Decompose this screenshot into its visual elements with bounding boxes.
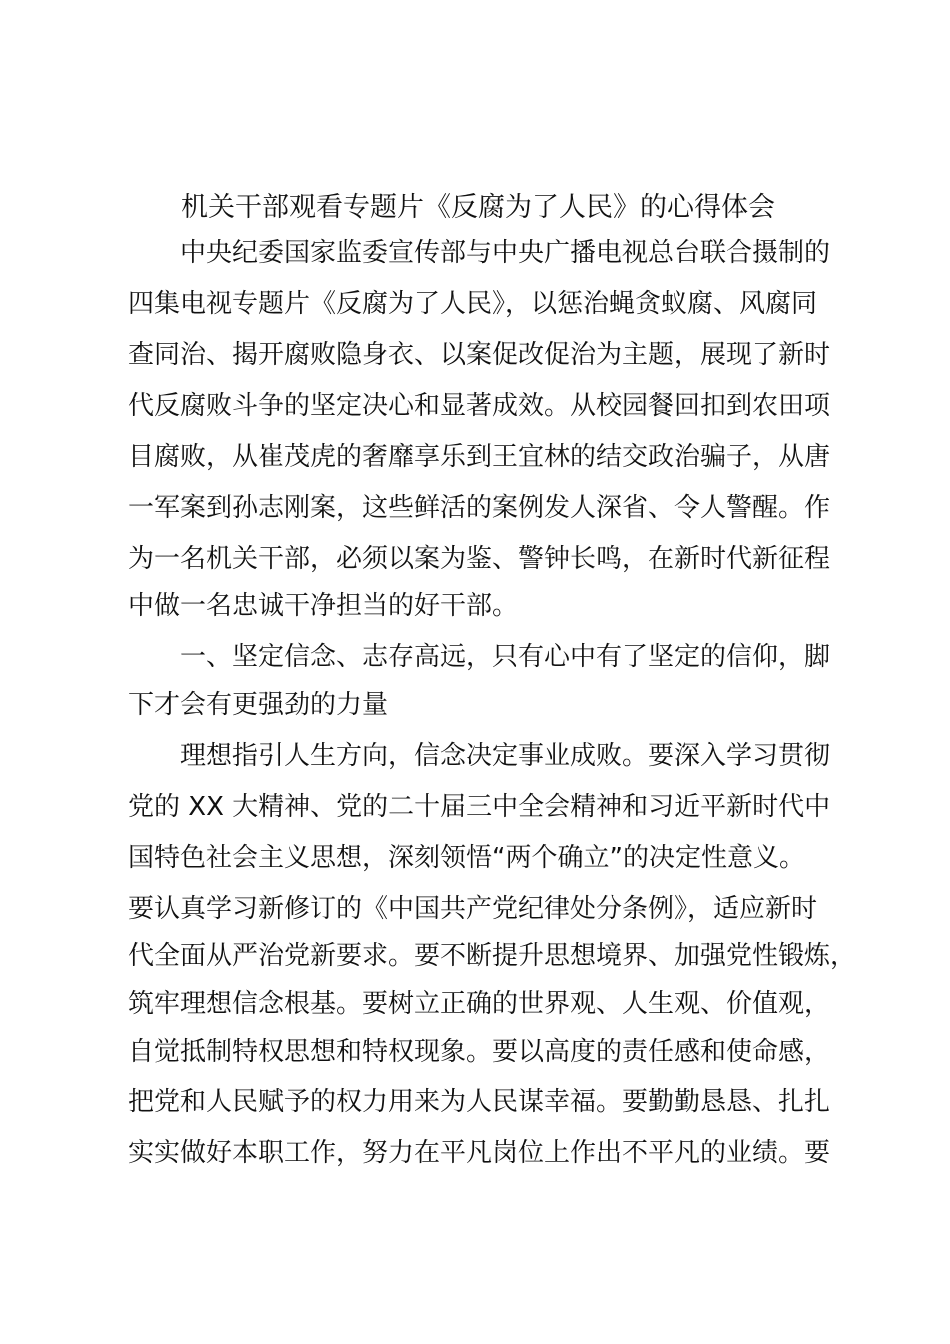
text-line-body-6: 筑牢理想信念根基。要树立正确的世界观、人生观、价值观， <box>128 989 831 1019</box>
section-heading-line-2: 下才会有更强劲的力量 <box>128 690 389 720</box>
text-line-body-7: 自觉抵制特权思想和特权现象。要以高度的责任感和使命感， <box>128 1037 831 1067</box>
section-heading-line-1: 一、坚定信念、志存高远，只有心中有了坚定的信仰，脚 <box>180 642 831 672</box>
text-line-body-4: 要认真学习新修订的《中国共产党纪律处分条例》，适应新时 <box>128 894 818 924</box>
text-line-intro-8: 中做一名忠诚干净担当的好干部。 <box>128 591 519 621</box>
text-line-intro-6: 一军案到孙志刚案，这些鲜活的案例发人深省、令人警醒。作 <box>128 493 831 523</box>
text-line-body-2: 党的 XX 大精神、党的二十届三中全会精神和习近平新时代中 <box>128 792 831 822</box>
text-line-intro-3: 查同治、揭开腐败隐身衣、以案促改促治为主题，展现了新时 <box>128 340 831 370</box>
text-line-intro-4: 代反腐败斗争的坚定决心和显著成效。从校园餐回扣到农田项 <box>128 391 831 421</box>
document-title: 机关干部观看专题片《反腐为了人民》的心得体会 <box>181 192 775 223</box>
text-line-body-3: 国特色社会主义思想，深刻领悟“两个确立”的决定性意义。 <box>128 843 805 873</box>
text-line-intro-1: 中央纪委国家监委宣传部与中央广播电视总台联合摄制的 <box>180 238 831 268</box>
text-line-body-5: 代全面从严治党新要求。要不断提升思想境界、加强党性锻炼， <box>128 941 857 971</box>
text-line-intro-5: 目腐败，从崔茂虎的奢靡享乐到王宜林的结交政治骗子，从唐 <box>128 442 831 472</box>
text-line-body-1: 理想指引人生方向，信念决定事业成败。要深入学习贯彻 <box>180 741 831 771</box>
text-line-intro-2: 四集电视专题片《反腐为了人民》，以惩治蝇贪蚁腐、风腐同 <box>128 289 818 319</box>
text-line-body-8: 把党和人民赋予的权力用来为人民谋幸福。要勤勤恳恳、扎扎 <box>128 1087 831 1117</box>
text-line-intro-7: 为一名机关干部，必须以案为鉴、警钟长鸣，在新时代新征程 <box>128 544 831 574</box>
text-line-body-9: 实实做好本职工作，努力在平凡岗位上作出不平凡的业绩。要 <box>128 1138 831 1168</box>
